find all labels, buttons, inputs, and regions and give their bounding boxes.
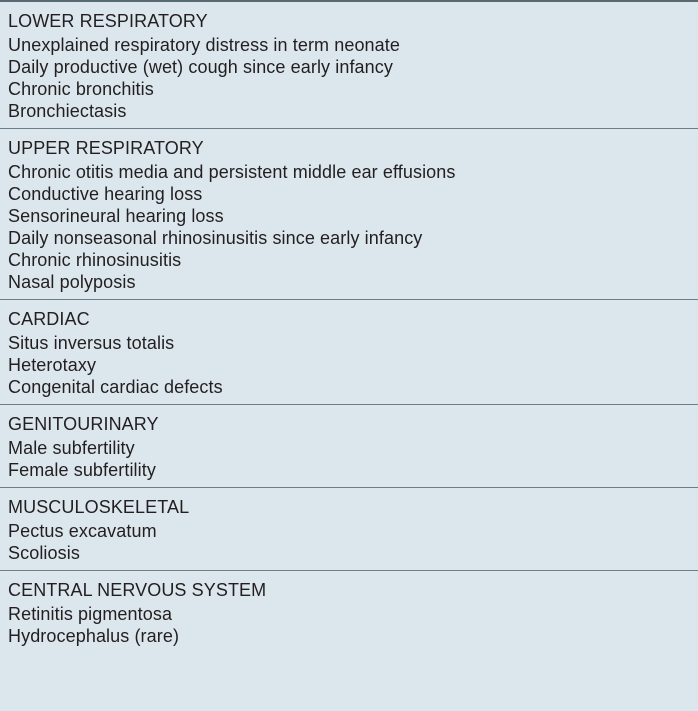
section-title: CENTRAL NERVOUS SYSTEM (8, 580, 267, 600)
section-title: UPPER RESPIRATORY (8, 138, 204, 158)
section-genitourinary (0, 404, 698, 487)
section-upper-respiratory (0, 128, 698, 299)
list-item: Chronic bronchitis (8, 79, 154, 99)
list-item: Pectus excavatum (8, 521, 157, 541)
section-title: CARDIAC (8, 309, 90, 329)
list-item: Unexplained respiratory distress in term neonate (8, 35, 400, 55)
list-item: Heterotaxy (8, 355, 97, 375)
list-item: Situs inversus totalis (8, 333, 175, 353)
list-item: Scoliosis (8, 543, 80, 563)
list-item: Conductive hearing loss (8, 184, 203, 204)
section-title: GENITOURINARY (8, 414, 159, 434)
section-central-nervous-system (0, 570, 698, 653)
list-item: Bronchiectasis (8, 101, 127, 121)
list-item: Male subfertility (8, 438, 135, 458)
list-item: Retinitis pigmentosa (8, 604, 173, 624)
list-item: Chronic otitis media and persistent middle ear effusions (8, 162, 456, 182)
list-item: Daily productive (wet) cough since early infancy (8, 57, 393, 77)
section-title: MUSCULOSKELETAL (8, 497, 190, 517)
section-musculoskeletal (0, 487, 698, 570)
list-item: Sensorineural hearing loss (8, 206, 224, 226)
list-item: Hydrocephalus (rare) (8, 626, 180, 646)
list-item: Daily nonseasonal rhinosinusitis since early infancy (8, 228, 423, 248)
section-lower-respiratory (0, 2, 698, 128)
list-item: Congenital cardiac defects (8, 377, 223, 397)
list-item: Female subfertility (8, 460, 156, 480)
section-cardiac (0, 299, 698, 404)
list-item: Chronic rhinosinusitis (8, 250, 182, 270)
section-title: LOWER RESPIRATORY (8, 11, 208, 31)
list-item: Nasal polyposis (8, 272, 136, 292)
